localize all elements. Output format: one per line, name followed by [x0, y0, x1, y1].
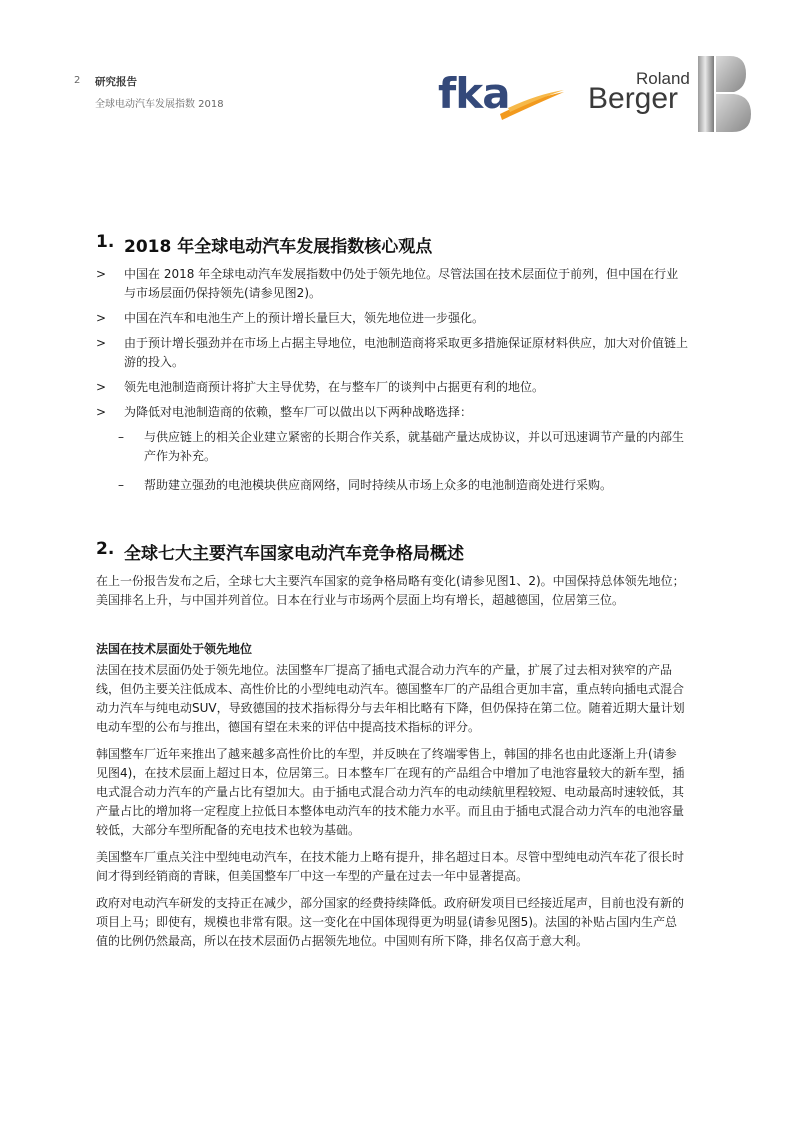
fka-logo-text: fka	[438, 69, 510, 118]
list-item: > 中国在 2018 年全球电动汽车发展指数中仍处于领先地位。尽管法国在技术层面位于前列，但中国在行业与市场层面仍保持领先(请参见图2)。	[96, 267, 679, 300]
list-item: > 由于预计增长强劲并在市场上占据主导地位，电池制造商将采取更多措施保证原材料供应，加大对价值链上游的投入。	[96, 336, 689, 369]
roland-berger-logo	[588, 54, 752, 134]
report-subtitle: 全球电动汽车发展指数 2018	[95, 99, 224, 110]
paragraph: 美国整车厂重点关注中型纯电动汽车，在技术能力上略有提升，排名超过日本。尽管中型纯电动汽车花了很长时间才得到经销商的青睐，但美国整车厂中这一车型的产量在过去一年中显著提高。	[96, 850, 685, 883]
paragraph: 政府对电动汽车研发的支持正在减少，部分国家的经费持续降低。政府研发项目已经接近尾声，目前也没有新的项目上马；即使有，规模也非常有限。这一变化在中国体现得更为明显(请参见图5)。法国的补贴占国内生产总值的比例仍然最高，所以在技术层面仍占据领先地位。中国则有所下降，排名仅高于意大利。	[96, 896, 685, 948]
section-2-number: 2.	[96, 539, 115, 559]
report-label: 研究报告	[95, 76, 137, 88]
section-2-intro: 在上一份报告发布之后，全球七大主要汽车国家的竞争格局略有变化(请参见图1、2)。中国保持总体领先地位；美国排名上升，与中国并列首位。日本在行业与市场两个层面上均有增长，超越德国，位居第三位。	[96, 574, 685, 607]
fka-swoosh-icon	[500, 92, 564, 120]
paragraph: 韩国整车厂近年来推出了越来越多高性价比的车型，并反映在了终端零售上，韩国的排名也由此逐渐上升(请参见图4)，在技术层面上超过日本，位居第三。日本整车厂在现有的产品组合中增加了电池容量较大的新车型，插电式混合动力汽车的产量占比有望加大。由于插电式混合动力汽车的电动续航里程较短、电动最高时速较低，其产量占比的增加将一定程度上拉低日本整体电动汽车的技术能力水平。而且由于插电式混合动力汽车的电池容量较低，大部分车型所配备的充电技术也较为基础。	[96, 747, 685, 837]
section-1-title: 2018 年全球电动汽车发展指数核心观点	[124, 237, 433, 257]
page-number: 2	[74, 75, 81, 86]
list-item: > 为降低对电池制造商的依赖，整车厂可以做出以下两种战略选择： – 与供应链上的相关企业建立紧密的长期合作关系，就基础产量达成协议，并以可迅速调节产量的内部生产作为补充。 – 帮助建立强劲的电池模块供应商网络，同时持续从市场上众多的电池制造商处进行采购。	[96, 403, 688, 495]
subheading-france-tech: 法国在技术层面处于领先地位	[96, 642, 253, 656]
section-1-number: 1.	[96, 232, 115, 252]
section-1-heading	[96, 232, 688, 257]
logo-berger-text: Berger	[588, 82, 679, 115]
list-item: > 中国在汽车和电池生产上的预计增长量巨大，领先地位进一步强化。	[96, 311, 485, 325]
fka-logo	[438, 68, 566, 126]
section-2-heading	[96, 539, 688, 564]
sub-list-item: – 帮助建立强劲的电池模块供应商网络，同时持续从市场上众多的电池制造商处进行采购。	[118, 478, 613, 492]
logo-roland-text: Roland	[636, 69, 690, 88]
section-1-bullets	[96, 265, 688, 495]
section-1-sub-bullets	[96, 428, 688, 495]
berger-b-mark-icon	[696, 54, 752, 134]
main-content	[96, 232, 688, 958]
section-2-title: 全球七大主要汽车国家电动汽车竞争格局概述	[124, 544, 464, 564]
paragraph: 法国在技术层面仍处于领先地位。法国整车厂提高了插电式混合动力汽车的产量，扩展了过去相对狭窄的产品线，但仍主要关注低成本、高性价比的小型纯电动汽车。德国整车厂的产品组合更加丰富，重点转向插电式混合动力汽车与纯电动SUV，导致德国的技术指标得分与去年相比略有下降，但仍保持在第二位。随着近期大量计划电动车型的公布与推出，德国有望在未来的评估中提高技术指标的评分。	[96, 663, 685, 734]
list-item: > 领先电池制造商预计将扩大主导优势，在与整车厂的谈判中占据更有利的地位。	[96, 380, 545, 394]
sub-list-item: – 与供应链上的相关企业建立紧密的长期合作关系，就基础产量达成协议，并以可迅速调节产量的内部生产作为补充。	[118, 430, 685, 463]
